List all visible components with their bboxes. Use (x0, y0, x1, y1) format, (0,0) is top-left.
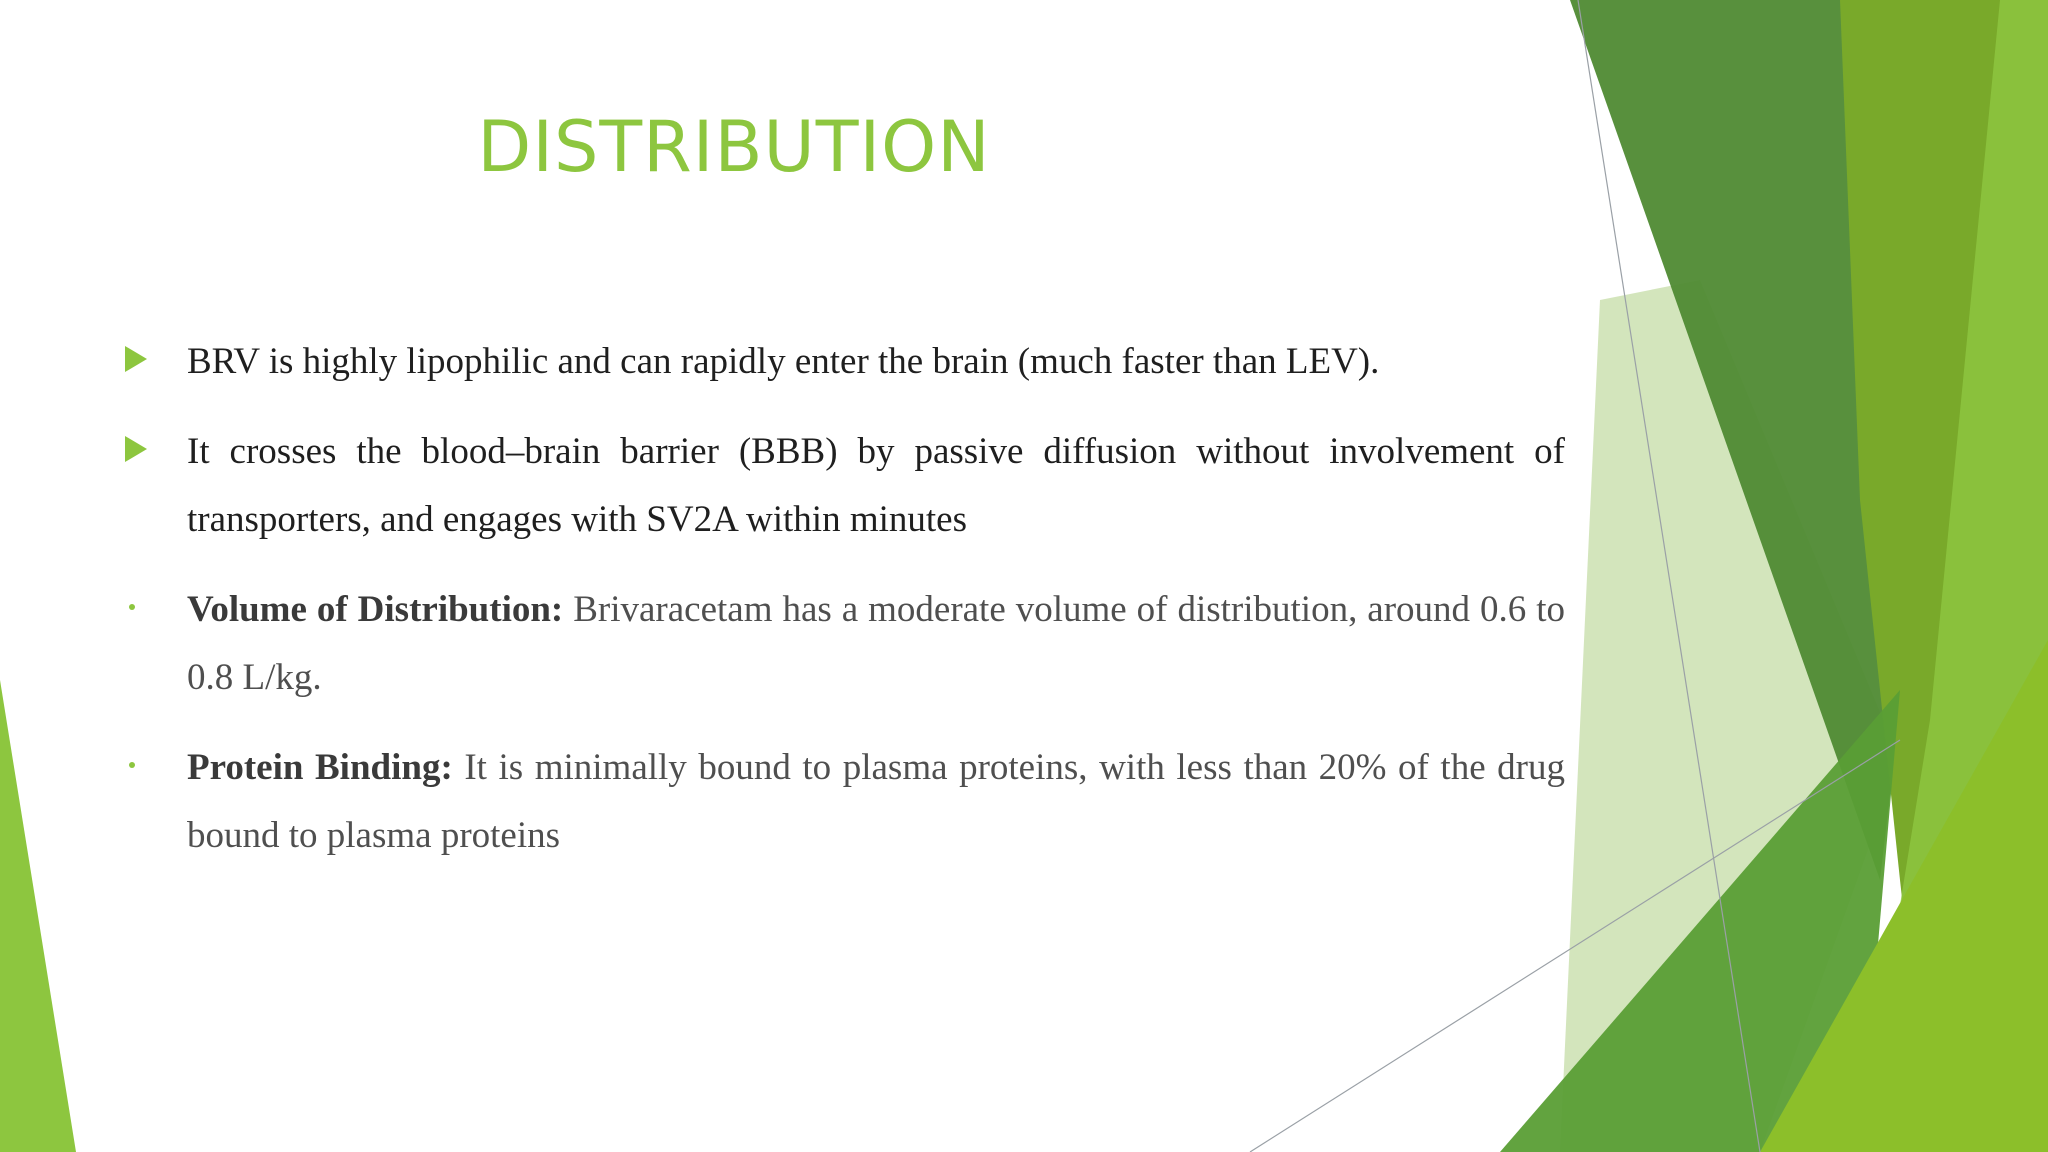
left-green-sliver (0, 680, 76, 1152)
bullet-body: Brivaracetam has a moderate volume of distribution, around 0.6 to 0.8 L/kg. (187, 589, 1565, 698)
bullet-item (125, 576, 1565, 712)
bullet-item (125, 418, 1565, 554)
slide-title: DISTRIBUTION (477, 106, 991, 188)
triangle-bullet-icon (125, 346, 147, 372)
bullet-body: It is minimally bound to plasma proteins, with less than 20% of the drug bound to plasma proteins (187, 747, 1565, 856)
dot-bullet-icon (129, 762, 135, 768)
bullet-item (125, 328, 1565, 396)
bullet-label: Volume of Distribution: (187, 589, 564, 630)
bullet-text (187, 734, 1565, 870)
triangle-bullet-icon (125, 436, 147, 462)
bullet-text: BRV is highly lipophilic and can rapidly enter the brain (much faster than LEV). (187, 341, 1380, 382)
bullet-label: Protein Binding: (187, 747, 453, 788)
bullet-text: It crosses the blood–brain barrier (BBB) by passive diffusion without involvement of transporters, and engages with SV2A within minutes (187, 431, 1565, 540)
dot-bullet-icon (129, 604, 135, 610)
bullet-text (187, 576, 1565, 712)
bullet-list (125, 328, 1565, 892)
bullet-item (125, 734, 1565, 870)
